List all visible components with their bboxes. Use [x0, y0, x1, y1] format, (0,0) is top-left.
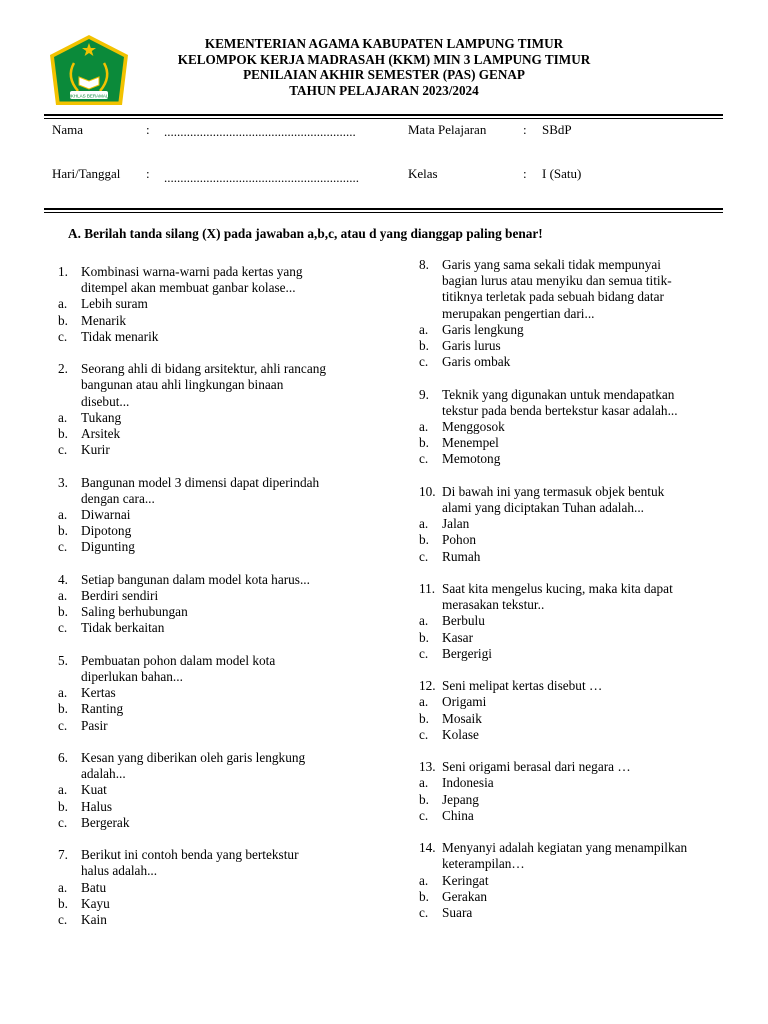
- option-text: Rumah: [442, 548, 481, 564]
- answer-option[interactable]: [58, 442, 388, 458]
- question-text-line: Bangunan model 3 dimensi dapat diperindah: [81, 474, 320, 490]
- answer-option[interactable]: [58, 588, 388, 604]
- answer-option[interactable]: [419, 905, 731, 921]
- question-text-line: diperlukan bahan...: [81, 669, 183, 685]
- option-text: Kolase: [442, 726, 479, 742]
- question-item: [419, 257, 731, 370]
- question-text-line: disebut...: [81, 393, 130, 409]
- question-text-line: Seni melipat kertas disebut …: [442, 678, 603, 694]
- answer-option[interactable]: [419, 727, 731, 743]
- hari-colon: :: [146, 166, 150, 181]
- answer-option[interactable]: [58, 539, 388, 555]
- header-line-3: PENILAIAN AKHIR SEMESTER (PAS) GENAP: [243, 67, 525, 82]
- nama-field[interactable]: ...........................................................: [164, 124, 356, 139]
- question-item: [58, 572, 388, 637]
- option-letter: a.: [419, 775, 429, 791]
- answer-option[interactable]: [419, 532, 731, 548]
- question-text-line: alami yang diciptakan Tuhan adalah...: [442, 500, 644, 516]
- option-letter: c.: [58, 620, 68, 636]
- answer-option[interactable]: [419, 419, 731, 435]
- answer-option[interactable]: [58, 912, 388, 928]
- option-text: Arsitek: [81, 426, 121, 442]
- answer-option[interactable]: [58, 604, 388, 620]
- question-number: 8.: [419, 257, 429, 272]
- question-number: 1.: [58, 264, 68, 279]
- option-letter: b.: [58, 312, 68, 328]
- answer-option[interactable]: [419, 354, 731, 370]
- option-text: Bergerigi: [442, 645, 492, 661]
- answer-option[interactable]: [58, 896, 388, 912]
- option-letter: a.: [58, 782, 68, 798]
- option-text: Kertas: [81, 685, 116, 701]
- question-item: [58, 361, 388, 458]
- question-stem: [58, 361, 388, 410]
- answer-option[interactable]: [58, 426, 388, 442]
- nama-label: Nama: [52, 122, 84, 137]
- option-letter: b.: [419, 710, 429, 726]
- option-letter: a.: [58, 409, 68, 425]
- question-stem: [58, 572, 388, 588]
- answer-option[interactable]: [419, 549, 731, 565]
- option-letter: c.: [419, 451, 429, 467]
- answer-option[interactable]: [419, 775, 731, 791]
- answer-option[interactable]: [419, 630, 731, 646]
- question-text-line: Di bawah ini yang termasuk objek bentuk: [442, 483, 665, 499]
- option-text: China: [442, 807, 474, 823]
- question-stem: [58, 653, 388, 685]
- question-text-line: ditempel akan membuat ganbar kolase...: [81, 280, 296, 296]
- header-line-4: TAHUN PELAJARAN 2023/2024: [289, 83, 479, 98]
- option-letter: b.: [58, 701, 68, 717]
- option-text: Gerakan: [442, 888, 488, 904]
- option-text: Jepang: [442, 791, 479, 807]
- option-text: Ranting: [81, 701, 124, 717]
- option-letter: b.: [419, 791, 429, 807]
- option-letter: a.: [419, 694, 429, 710]
- question-text-line: Setiap bangunan dalam model kota harus...: [81, 571, 310, 587]
- kelas-colon: :: [523, 166, 527, 181]
- question-stem: [419, 840, 731, 872]
- answer-option[interactable]: [419, 873, 731, 889]
- answer-option[interactable]: [419, 613, 731, 629]
- option-text: Tidak berkaitan: [81, 620, 165, 636]
- question-number: 13.: [419, 759, 436, 775]
- question-item: [419, 387, 731, 468]
- question-stem: [419, 257, 731, 322]
- option-letter: b.: [419, 888, 429, 904]
- nama-colon: :: [146, 122, 150, 137]
- option-letter: c.: [419, 905, 429, 921]
- question-item: [419, 484, 731, 565]
- answer-option[interactable]: [58, 313, 388, 329]
- info-divider-top: [44, 208, 723, 210]
- kelas-value: I (Satu): [542, 166, 582, 181]
- option-letter: c.: [58, 814, 68, 830]
- question-text-line: bangunan atau ahli lingkungan binaan: [81, 377, 284, 393]
- question-text-line: Garis yang sama sekali tidak mempunyai: [442, 257, 661, 272]
- answer-option[interactable]: [58, 620, 388, 636]
- option-text: Memotong: [442, 451, 501, 467]
- option-text: Berdiri sendiri: [81, 588, 159, 604]
- question-number: 3.: [58, 474, 68, 490]
- option-letter: b.: [58, 798, 68, 814]
- answer-option[interactable]: [58, 685, 388, 701]
- question-number: 7.: [58, 847, 68, 863]
- section-instruction: A. Berilah tanda silang (X) pada jawaban a,b,c, atau d yang dianggap paling benar!: [68, 226, 543, 241]
- option-letter: c.: [419, 354, 429, 370]
- option-letter: a.: [58, 296, 68, 312]
- option-text: Dipotong: [81, 523, 132, 539]
- mapel-colon: :: [523, 122, 527, 137]
- option-text: Tukang: [81, 409, 122, 425]
- header-line-1: KEMENTERIAN AGAMA KABUPATEN LAMPUNG TIMUR: [204, 36, 564, 51]
- option-text: Saling berhubungan: [81, 604, 188, 620]
- option-letter: a.: [58, 685, 68, 701]
- answer-option[interactable]: [58, 329, 388, 345]
- option-text: Pasir: [81, 717, 108, 733]
- answer-option[interactable]: [419, 808, 731, 824]
- question-number: 12.: [419, 678, 436, 694]
- questions-right-column: [419, 257, 731, 937]
- questions-left-column: [58, 264, 388, 944]
- answer-option[interactable]: [58, 507, 388, 523]
- option-letter: b.: [419, 435, 429, 451]
- question-stem: [58, 475, 388, 507]
- option-letter: b.: [58, 895, 68, 911]
- option-letter: a.: [419, 613, 429, 629]
- answer-option[interactable]: [419, 646, 731, 662]
- question-text-line: Berikut ini contoh benda yang bertekstur: [81, 847, 299, 863]
- option-text: Kuat: [81, 782, 107, 798]
- option-letter: c.: [58, 912, 68, 928]
- answer-option[interactable]: [419, 451, 731, 467]
- question-text-line: titiknya terletak pada sebuah bidang datar: [442, 289, 664, 305]
- option-text: Kain: [81, 912, 107, 928]
- option-text: Kayu: [81, 895, 110, 911]
- question-item: [58, 847, 388, 928]
- question-text-line: merasakan tekstur..: [442, 597, 545, 613]
- question-stem: [419, 759, 731, 775]
- question-text-line: Pembuatan pohon dalam model kota: [81, 652, 276, 668]
- option-letter: c.: [419, 548, 429, 564]
- option-letter: a.: [58, 507, 68, 523]
- option-text: Lebih suram: [81, 296, 148, 312]
- question-item: [419, 678, 731, 743]
- answer-option[interactable]: [58, 815, 388, 831]
- option-letter: b.: [58, 523, 68, 539]
- option-text: Mosaik: [442, 710, 482, 726]
- question-item: [58, 653, 388, 734]
- answer-option[interactable]: [419, 322, 731, 338]
- answer-option[interactable]: [419, 889, 731, 905]
- mapel-value: SBdP: [542, 122, 572, 137]
- option-letter: c.: [58, 442, 68, 458]
- question-text-line: adalah...: [81, 766, 126, 782]
- header-line-2: KELOMPOK KERJA MADRASAH (KKM) MIN 3 LAMPUNG TIMUR: [177, 52, 591, 67]
- option-text: Kasar: [442, 629, 474, 645]
- question-text-line: Saat kita mengelus kucing, maka kita dapat: [442, 581, 673, 597]
- option-letter: a.: [58, 588, 68, 604]
- option-text: Diwarnai: [81, 507, 131, 523]
- option-text: Pohon: [442, 532, 476, 548]
- option-text: Bergerak: [81, 814, 130, 830]
- question-item: [58, 475, 388, 556]
- answer-option[interactable]: [58, 782, 388, 798]
- option-letter: a.: [419, 516, 429, 532]
- question-text-line: Kesan yang diberikan oleh garis lengkung: [81, 750, 306, 766]
- question-stem: [419, 484, 731, 516]
- hari-label: Hari/Tanggal: [52, 166, 121, 181]
- question-item: [58, 750, 388, 831]
- option-text: Keringat: [442, 872, 489, 888]
- logo-text: IKHLAS BERAMAL: [69, 93, 109, 99]
- option-text: Tidak menarik: [81, 328, 159, 344]
- answer-option[interactable]: [58, 523, 388, 539]
- question-item: [419, 840, 731, 921]
- question-text-line: Kombinasi warna-warni pada kertas yang: [81, 264, 303, 279]
- question-text-line: keterampilan…: [442, 856, 525, 872]
- option-letter: c.: [419, 726, 429, 742]
- question-number: 5.: [58, 652, 68, 668]
- option-text: Suara: [442, 905, 473, 921]
- option-letter: b.: [419, 629, 429, 645]
- header-divider-top: [44, 114, 723, 116]
- header-divider-thin: [44, 118, 723, 119]
- option-letter: c.: [58, 539, 68, 555]
- question-text-line: merupakan pengertian dari...: [442, 305, 595, 321]
- option-text: Garis lurus: [442, 338, 501, 354]
- question-number: 10.: [419, 483, 436, 499]
- mapel-label: Mata Pelajaran: [408, 122, 487, 137]
- question-stem: [58, 264, 388, 296]
- question-text-line: halus adalah...: [81, 863, 158, 879]
- option-letter: c.: [58, 717, 68, 733]
- answer-option[interactable]: [419, 516, 731, 532]
- question-item: [58, 264, 388, 345]
- question-text-line: Seni origami berasal dari negara …: [442, 759, 631, 775]
- question-text-line: Menyanyi adalah kegiatan yang menampilkan: [442, 840, 688, 856]
- option-letter: b.: [419, 532, 429, 548]
- question-number: 9.: [419, 386, 429, 402]
- option-text: Origami: [442, 694, 487, 710]
- answer-option[interactable]: [58, 701, 388, 717]
- option-letter: c.: [419, 645, 429, 661]
- answer-option[interactable]: [419, 792, 731, 808]
- question-number: 4.: [58, 571, 68, 587]
- answer-option[interactable]: [58, 718, 388, 734]
- option-letter: a.: [58, 879, 68, 895]
- madrasah-logo: [44, 33, 134, 109]
- answer-option[interactable]: [419, 435, 731, 451]
- option-letter: b.: [58, 426, 68, 442]
- option-letter: c.: [58, 328, 68, 344]
- question-text-line: Teknik yang digunakan untuk mendapatkan: [442, 386, 675, 402]
- question-stem: [419, 678, 731, 694]
- option-text: Menarik: [81, 312, 127, 328]
- option-letter: c.: [419, 807, 429, 823]
- answer-option[interactable]: [58, 880, 388, 896]
- option-text: Indonesia: [442, 775, 494, 791]
- kelas-label: Kelas: [408, 166, 438, 181]
- question-stem: [58, 750, 388, 782]
- hari-field[interactable]: ............................................................: [164, 170, 359, 185]
- question-number: 11.: [419, 581, 436, 597]
- question-text-line: Seorang ahli di bidang arsitektur, ahli rancang: [81, 361, 327, 377]
- option-text: Digunting: [81, 539, 135, 555]
- question-number: 2.: [58, 361, 68, 377]
- option-letter: a.: [419, 419, 429, 435]
- question-stem: [58, 847, 388, 879]
- answer-option[interactable]: [58, 410, 388, 426]
- question-text-line: dengan cara...: [81, 490, 155, 506]
- question-item: [419, 581, 731, 662]
- option-text: Berbulu: [442, 613, 485, 629]
- option-text: Garis ombak: [442, 354, 511, 370]
- info-divider-thin: [44, 212, 723, 213]
- answer-option[interactable]: [419, 711, 731, 727]
- option-text: Jalan: [442, 516, 470, 532]
- answer-option[interactable]: [419, 694, 731, 710]
- question-text-line: bagian lurus atau menyiku dan semua titik-: [442, 273, 672, 289]
- option-letter: b.: [58, 604, 68, 620]
- option-text: Menempel: [442, 435, 499, 451]
- option-text: Garis lengkung: [442, 321, 524, 337]
- question-number: 14.: [419, 840, 436, 856]
- answer-option[interactable]: [58, 296, 388, 312]
- option-text: Kurir: [81, 442, 110, 458]
- question-stem: [419, 387, 731, 419]
- option-text: Halus: [81, 798, 113, 814]
- option-text: Batu: [81, 879, 107, 895]
- option-letter: a.: [419, 872, 429, 888]
- answer-option[interactable]: [58, 799, 388, 815]
- question-number: 6.: [58, 750, 68, 766]
- option-text: Menggosok: [442, 419, 505, 435]
- question-item: [419, 759, 731, 824]
- question-text-line: tekstur pada benda bertekstur kasar adalah...: [442, 402, 678, 418]
- question-stem: [419, 581, 731, 613]
- answer-option[interactable]: [419, 338, 731, 354]
- option-letter: a.: [419, 321, 429, 337]
- option-letter: b.: [419, 338, 429, 354]
